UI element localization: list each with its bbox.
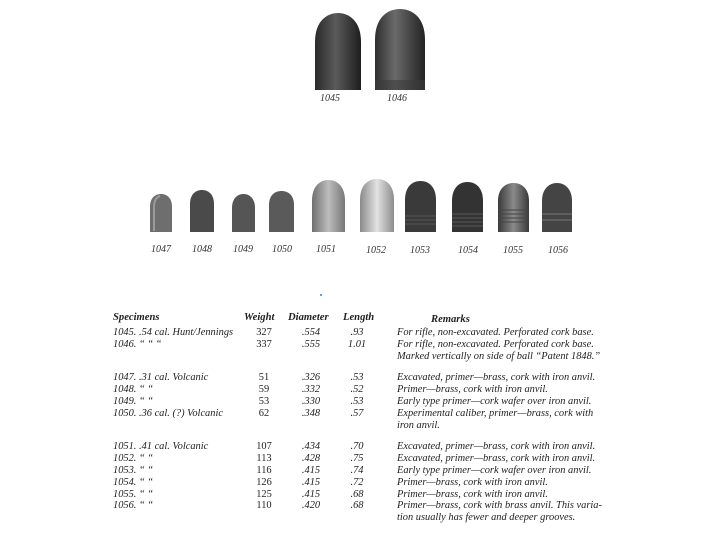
table-row — [113, 351, 613, 363]
length-cell: .52 — [350, 384, 364, 396]
weight-cell: 113 — [256, 453, 272, 465]
remarks-cell: Early type primer—cork wafer over iron anvil. — [397, 395, 592, 407]
specimen-cell: 1052. “ “ — [113, 453, 154, 465]
bullet-photo-1049 — [231, 193, 256, 233]
table-row — [113, 396, 613, 408]
table-row — [113, 489, 613, 501]
bullet-photo-1054 — [451, 181, 484, 233]
specimen-number-1056: 1056 — [548, 245, 568, 256]
remarks-cell: Excavated, primer—brass, cork with iron anvil. — [397, 441, 596, 453]
weight-cell: 337 — [256, 338, 272, 350]
table-row — [113, 327, 613, 339]
remarks-cell: For rifle, non-excavated. Perforated cork base. — [397, 338, 594, 350]
specimen-cell: 1053. “ “ — [113, 464, 154, 476]
specimen-number-1055: 1055 — [503, 245, 523, 256]
table-row — [113, 477, 613, 489]
table-row — [113, 339, 613, 351]
scan-speck — [320, 294, 322, 296]
specimen-cell: 1051. .41 cal. Volcanic — [113, 441, 209, 453]
remarks-cell: tion usually has fewer and deeper grooves. — [397, 512, 576, 524]
remarks-cell: Experimental caliber, primer—brass, cork with — [397, 407, 594, 419]
bullet-photo-1051 — [311, 179, 346, 233]
length-cell: .74 — [350, 464, 364, 476]
bullet-1046-icon — [372, 8, 428, 92]
diameter-cell: .348 — [301, 407, 321, 419]
specimen-cell: 1046. “ “ “ — [113, 338, 162, 350]
weight-cell: 327 — [256, 327, 272, 338]
header-length: Length — [343, 312, 375, 323]
bullet-photo-1046 — [372, 8, 428, 92]
weight-cell: 62 — [258, 407, 270, 419]
diameter-cell: .554 — [301, 327, 321, 338]
weight-cell: 125 — [256, 488, 272, 500]
remarks-cell: Primer—brass, cork with iron anvil. — [397, 488, 548, 500]
specimen-cell: 1050. .36 cal. (?) Volcanic — [113, 407, 223, 419]
specimen-number-1053: 1053 — [410, 245, 430, 256]
diameter-cell: .434 — [301, 441, 321, 453]
table-row — [113, 384, 613, 396]
bullet-photo-1052 — [359, 178, 395, 233]
table-row — [113, 500, 613, 512]
weight-cell: 51 — [258, 372, 270, 384]
remarks-cell: Marked vertically on side of ball “Patent 1848.” — [397, 350, 601, 362]
table-row — [113, 512, 613, 524]
specimen-number-1049: 1049 — [233, 244, 253, 255]
weight-cell: 116 — [256, 464, 272, 476]
specimen-number-1050: 1050 — [272, 244, 292, 255]
diameter-cell: .326 — [301, 372, 321, 384]
bullet-photo-1045 — [312, 12, 364, 92]
specimen-number-1051: 1051 — [316, 244, 336, 255]
specimen-number-1045: 1045 — [320, 93, 340, 104]
weight-cell: 126 — [256, 476, 272, 488]
length-cell: .53 — [350, 372, 364, 384]
specimen-number-1054: 1054 — [458, 245, 478, 256]
header-weight: Weight — [244, 312, 275, 323]
diameter-cell: .415 — [301, 488, 321, 500]
specimen-cell: 1049. “ “ — [113, 395, 154, 407]
remarks-cell: Primer—brass, cork with iron anvil. — [397, 476, 548, 488]
specimen-number-1046: 1046 — [387, 93, 407, 104]
specimen-cell: 1047. .31 cal. Volcanic — [113, 372, 209, 384]
length-cell: .75 — [350, 453, 364, 465]
bullet-photo-1050 — [268, 190, 295, 233]
diameter-cell: .330 — [301, 395, 321, 407]
bullet-photo-1053 — [404, 180, 437, 233]
diameter-cell: .428 — [301, 453, 321, 465]
remarks-cell: Excavated, primer—brass, cork with iron anvil. — [397, 372, 596, 384]
table-row — [113, 453, 613, 465]
remarks-cell: Primer—brass, cork with iron anvil. — [397, 384, 548, 396]
table-row — [113, 465, 613, 477]
specimen-cell: 1054. “ “ — [113, 476, 154, 488]
weight-cell: 107 — [256, 441, 272, 453]
diameter-cell: .332 — [301, 384, 321, 396]
specimen-cell: 1045. .54 cal. Hunt/Jennings — [113, 327, 234, 338]
specimen-number-1048: 1048 — [192, 244, 212, 255]
diameter-cell: .555 — [301, 338, 321, 350]
remarks-cell: Primer—brass, cork with brass anvil. This varia- — [397, 500, 602, 512]
length-cell: .93 — [350, 327, 364, 338]
header-specimens: Specimens — [113, 312, 160, 323]
specimen-cell: 1056. “ “ — [113, 500, 154, 512]
specimen-number-1047: 1047 — [151, 244, 171, 255]
header-diameter: Diameter — [288, 312, 329, 323]
table-row — [113, 420, 613, 432]
bullet-photo-1048 — [189, 189, 215, 233]
specimen-number-1052: 1052 — [366, 245, 386, 256]
diameter-cell: .415 — [301, 464, 321, 476]
bullet-1045-icon — [312, 12, 364, 92]
remarks-cell: Excavated, primer—brass, cork with iron anvil. — [397, 453, 596, 465]
specimen-cell: 1048. “ “ — [113, 384, 154, 396]
specimen-cell: 1055. “ “ — [113, 488, 154, 500]
table-row — [113, 408, 613, 420]
table-rows — [113, 327, 613, 524]
weight-cell: 110 — [256, 500, 272, 512]
diameter-cell: .420 — [301, 500, 321, 512]
length-cell: .70 — [350, 441, 364, 453]
remarks-cell: Early type primer—cork wafer over iron anvil. — [397, 464, 592, 476]
remarks-cell: For rifle, non-excavated. Perforated cork base. — [397, 327, 594, 338]
length-cell: .57 — [350, 407, 364, 419]
length-cell: 1.01 — [347, 338, 367, 350]
diameter-cell: .415 — [301, 476, 321, 488]
length-cell: .68 — [350, 488, 364, 500]
length-cell: .53 — [350, 395, 364, 407]
bullet-photo-1047 — [149, 193, 173, 233]
bullet-photo-1055 — [497, 182, 530, 233]
header-remarks: Remarks — [431, 314, 470, 325]
table-row — [113, 441, 613, 453]
weight-cell: 59 — [258, 384, 270, 396]
length-cell: .68 — [350, 500, 364, 512]
table-row — [113, 372, 613, 384]
length-cell: .72 — [350, 476, 364, 488]
weight-cell: 53 — [258, 395, 270, 407]
remarks-cell: iron anvil. — [397, 419, 440, 431]
bullet-photo-1056 — [541, 182, 573, 233]
